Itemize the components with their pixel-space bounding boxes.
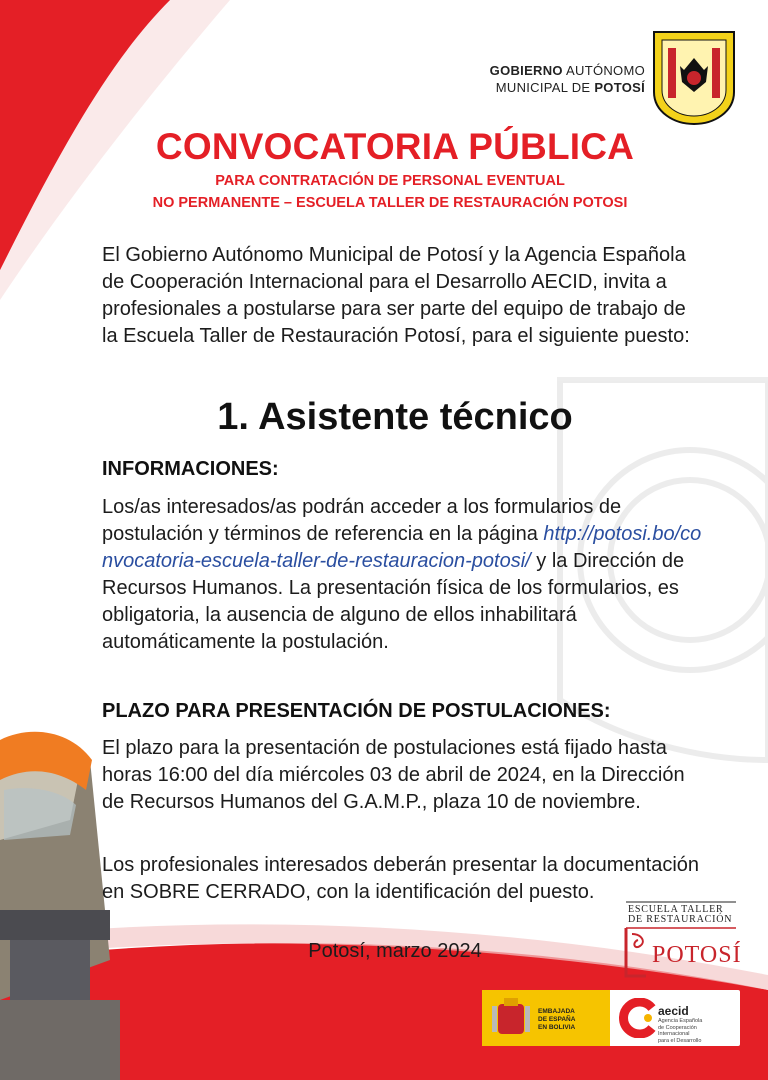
- gov-line1-rest: AUTÓNOMO: [566, 63, 645, 78]
- embajada-line2: DE ESPAÑA: [538, 1016, 576, 1023]
- subtitle: [80, 170, 700, 214]
- embajada-logo: [482, 990, 610, 1046]
- aecid-line4: para el Desarrollo: [658, 1037, 702, 1044]
- gov-line2-bold: POTOSÍ: [594, 80, 645, 95]
- info-text-before: Los/as interesados/as podrán acceder a los formularios de postulación y términos de referencia en la página: [102, 496, 622, 545]
- date-line: Potosí, marzo 2024: [308, 940, 482, 962]
- embajada-line1: EMBAJADA: [538, 1008, 575, 1015]
- spain-coat-of-arms-icon: [486, 990, 536, 1046]
- subtitle-line1: PARA CONTRATACIÓN DE PERSONAL EVENTUAL: [215, 173, 565, 189]
- escuela-line2: DE RESTAURACIÓN: [628, 914, 733, 925]
- sponsor-logos: [482, 990, 740, 1046]
- escuela-line1: ESCUELA TALLER: [628, 904, 724, 915]
- plazo-paragraph: El plazo para la presentación de postulaciones está fijado hasta horas 16:00 del día miércoles 03 de abril de 2024, en la Dirección de Recursos Humanos del G.A.M.P., plaza 10 de noviembre.: [102, 737, 685, 813]
- convocatoria-link[interactable]: http://potosi.bo/convocatoria-escuela-taller-de-restauracion-potosi/: [102, 523, 702, 572]
- informaciones-paragraph: [102, 494, 702, 656]
- aecid-line1: Agencia Española: [658, 1018, 703, 1024]
- escuela-taller-logo: [612, 898, 742, 980]
- sobre-paragraph: Los profesionales interesados deberán presentar la documentación en SOBRE CERRADO, con la identificación del puesto.: [102, 854, 700, 903]
- informaciones-heading: INFORMACIONES:: [102, 458, 279, 480]
- gov-line1-bold: GOBIERNO: [489, 63, 563, 78]
- info-text-after: y la Dirección de Recursos Humanos. La presentación física de los formularios, es obligatoria, la ausencia de alguno de ellos inhabilitará automáticamente la postulación.: [102, 550, 685, 653]
- intro-paragraph: El Gobierno Autónomo Municipal de Potosí y la Agencia Española de Cooperación Internacional para el Desarrollo AECID, invita a profesionales a postularse para ser parte del equipo de trabajo de la Escuela Taller de Restauración Potosí, para el siguiente puesto:: [102, 244, 690, 347]
- aecid-description: [658, 1018, 702, 1044]
- aecid-name: aecid: [658, 1004, 689, 1018]
- plazo-heading: PLAZO PARA PRESENTACIÓN DE POSTULACIONES:: [102, 700, 611, 722]
- main-title: CONVOCATORIA PÚBLICA: [155, 126, 635, 167]
- potosi-shield-logo: [652, 30, 736, 126]
- aecid-c-icon: [618, 998, 658, 1038]
- gov-line2-rest: MUNICIPAL DE: [495, 80, 591, 95]
- aecid-line3: Internacional: [658, 1031, 690, 1037]
- embajada-text: [538, 1008, 575, 1032]
- embajada-line3: EN BOLIVIA: [538, 1024, 576, 1031]
- gamp-header-text: [470, 62, 645, 96]
- escuela-name: POTOSÍ: [652, 942, 742, 968]
- subtitle-line2: NO PERMANENTE – ESCUELA TALLER DE RESTAURACIÓN POTOSI: [152, 195, 628, 211]
- position-title: 1. Asistente técnico: [217, 396, 573, 438]
- aecid-line2: de Cooperación: [658, 1024, 697, 1031]
